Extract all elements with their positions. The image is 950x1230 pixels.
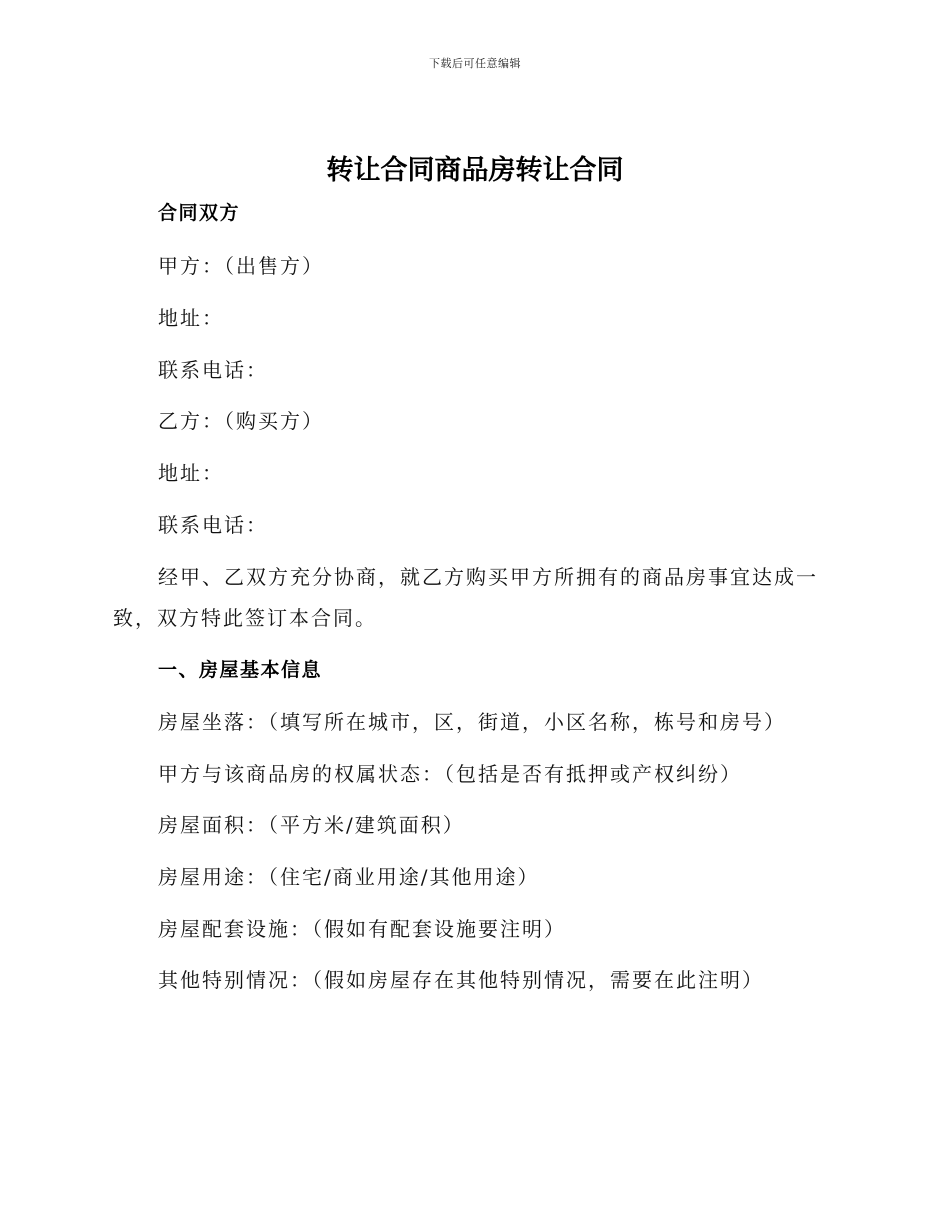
party-a-line: 甲方：（出售方）	[158, 254, 324, 278]
section-1-heading: 一、房屋基本信息	[158, 659, 323, 681]
intro-paragraph-line-1: 经甲、乙双方充分协商，就乙方购买甲方所拥有的商品房事宜达成一	[158, 565, 818, 589]
house-area: 房屋面积：（平方米/建筑面积）	[158, 813, 465, 837]
header-note: 下载后可任意编辑	[429, 57, 521, 70]
intro-paragraph-line-2: 致，双方特此签订本合同。	[113, 606, 377, 630]
party-b-address: 地址：	[158, 461, 224, 485]
house-facilities: 房屋配套设施：（假如有配套设施要注明）	[158, 917, 566, 941]
party-a-address: 地址：	[158, 306, 224, 330]
parties-heading: 合同双方	[158, 202, 241, 224]
party-a-phone: 联系电话：	[158, 358, 268, 382]
document-title: 转让合同商品房转让合同	[326, 155, 624, 186]
ownership-status: 甲方与该商品房的权属状态：（包括是否有抵押或产权纠纷）	[158, 762, 742, 786]
house-location: 房屋坐落：（填写所在城市，区，街道，小区名称，栋号和房号）	[158, 710, 786, 734]
house-usage: 房屋用途：（住宅/商业用途/其他用途）	[158, 865, 540, 889]
other-special-conditions: 其他特别情况：（假如房屋存在其他特别情况，需要在此注明）	[158, 968, 764, 992]
party-b-line: 乙方：（购买方）	[158, 409, 324, 433]
party-b-phone: 联系电话：	[158, 513, 268, 537]
